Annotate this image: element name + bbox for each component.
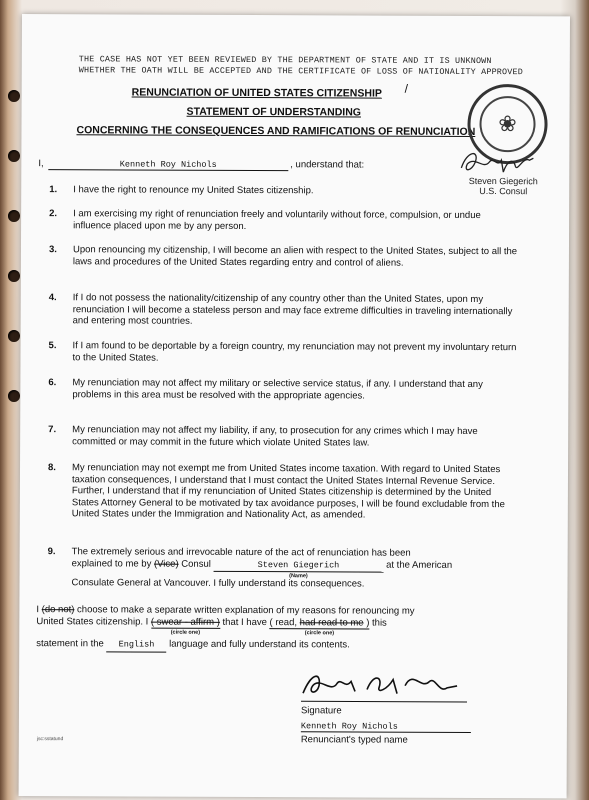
circle-one-caption: (circle one) (170, 629, 201, 636)
explanation-text: this (372, 617, 387, 629)
item-number: 4. (48, 292, 57, 304)
language-field: English (106, 639, 166, 652)
punch-hole (8, 150, 20, 162)
seal-inner-ring (479, 96, 535, 152)
consul-name: Steven Giegerich (468, 175, 538, 187)
item9-text: Consul (181, 558, 211, 570)
explanation-text: I (36, 604, 40, 616)
list-item (48, 377, 518, 401)
typed-name-field: Kenneth Roy Nichols (301, 721, 471, 733)
item9-line1: The extremely serious and irrevocable nature of the act of renunciation has been (71, 546, 411, 559)
renunciant-signature (297, 663, 467, 704)
read-close: ) (366, 617, 370, 629)
punch-hole (8, 270, 20, 282)
typed-name-label: Renunciant's typed name (300, 734, 408, 746)
item9-line2 (71, 557, 517, 579)
intro-suffix: , understand that: (290, 159, 365, 171)
list-item (47, 462, 518, 521)
item-number: 8. (47, 462, 56, 474)
consul-name-field (213, 559, 383, 579)
vice-struck: (Vice) (153, 558, 179, 570)
pen-mark: / (404, 81, 409, 96)
item-number: 3. (48, 244, 57, 256)
list-item (48, 292, 519, 327)
item9-text: explained to me by (71, 557, 152, 570)
swear-affirm-value: ( swear - affirm ) (150, 616, 220, 628)
explanation-line3 (36, 638, 516, 654)
item-text: My renunciation may not exempt me from United States income taxation. With regard to United States taxation consequences, I understand that I must contact the United States Internal Revenue Service. Further, I understand that if my renunciation of United States citizenship is determined by the United States Attorney General to be motivated by tax avoidance purposes, I will be found excludable from the United States under the Immigration and Nationality Act, as amended. (71, 462, 505, 521)
name-caption: (Name) (289, 572, 308, 579)
explanation-text: statement in the (36, 638, 104, 650)
explanation-block (36, 604, 516, 654)
circle-one-caption: (circle one) (304, 629, 335, 636)
form-code: jsc:sstatund (36, 736, 64, 743)
review-notice: THE CASE HAS NOT YET BEEN REVIEWED BY THE DEPARTMENT OF STATE AND IT IS UNKNOWN WHETHER THE OATH WILL BE ACCEPTED AND THE CERTIFICATE OF LOSS OF NATIONALITY APPROVED (78, 54, 523, 78)
list-item (48, 340, 519, 364)
item-text: My renunciation may not affect my liability, if any, to prosecution for any crimes which I may have committed or may commit in the future which violate United States law. (72, 424, 478, 449)
item-text: I have the right to renounce my United States citizenship. (73, 184, 314, 197)
item-text (71, 546, 516, 590)
eagle-icon: ❀ (498, 111, 517, 137)
explanation-text: United States citizenship. I (36, 615, 149, 628)
item-number: 1. (49, 184, 58, 196)
document-subtitle: STATEMENT OF UNDERSTANDING (186, 105, 362, 119)
item-text: If I do not possess the nationality/citizenship of any country other than the United States, upon my renunciation I will become a stateless person and may face extreme difficulties in traveling internationally and entering most countries. (72, 292, 513, 327)
item-text: Upon renouncing my citizenship, I will become an alien with respect to the United States, subject to all the laws and procedures of the United States regarding entry and control of aliens. (72, 244, 518, 269)
item-text: I am exercising my right of renunciation freely and voluntarily without force, compulsion, or undue influence placed upon me by any person. (73, 208, 481, 232)
read-value: ( read, (269, 616, 298, 628)
document-title: RENUNCIATION OF UNITED STATES CITIZENSHIP (131, 86, 382, 100)
read-choice (269, 616, 370, 636)
item-text: If I am found to be deportable by a foreign country, my renunciation may not prevent my involuntary return to the United States. (72, 340, 517, 364)
item-number: 2. (49, 208, 58, 220)
document-page (19, 14, 570, 798)
explanation-text: that I have (222, 616, 267, 628)
consul-name-value: Steven Giegerich (257, 559, 340, 570)
list-item (48, 424, 518, 449)
consul-signature (457, 146, 537, 178)
document-subtitle-2: CONCERNING THE CONSEQUENCES AND RAMIFICATIONS OF RENUNCIATION (76, 124, 476, 138)
punch-hole (8, 90, 20, 102)
item9-text: at the American (386, 559, 453, 571)
intro-prefix: I, (38, 158, 44, 170)
item-text: My renunciation may not affect my military or selective service status, if any. I understand that any problems in this area must be resolved with the appropriate agencies. (72, 377, 483, 401)
punch-hole (8, 330, 20, 342)
consul-title: U.S. Consul (479, 185, 528, 197)
item-number: 6. (48, 377, 57, 389)
list-item (48, 244, 519, 269)
swear-affirm-choice (150, 616, 220, 636)
punch-hole (8, 390, 20, 402)
intro-line (38, 158, 364, 171)
item-number: 9. (47, 546, 56, 558)
explanation-text: choose to make a separate written explanation of my reasons for renouncing my (77, 604, 415, 617)
had-read-struck: had read to me (299, 616, 364, 628)
list-item-9 (47, 546, 518, 590)
item9-line3: Consulate General at Vancouver. I fully understand its consequences. (71, 577, 365, 590)
list-item (49, 208, 519, 232)
explanation-text: language and fully understand its contents. (169, 638, 350, 651)
punch-hole (8, 210, 20, 222)
signature-label: Signature (300, 705, 342, 717)
item-number: 5. (48, 340, 57, 352)
explanation-line2 (36, 615, 516, 636)
item-number: 7. (48, 424, 57, 436)
renunciant-name-field: Kenneth Roy Nichols (48, 159, 288, 171)
do-not-struck: (do not) (41, 604, 75, 616)
